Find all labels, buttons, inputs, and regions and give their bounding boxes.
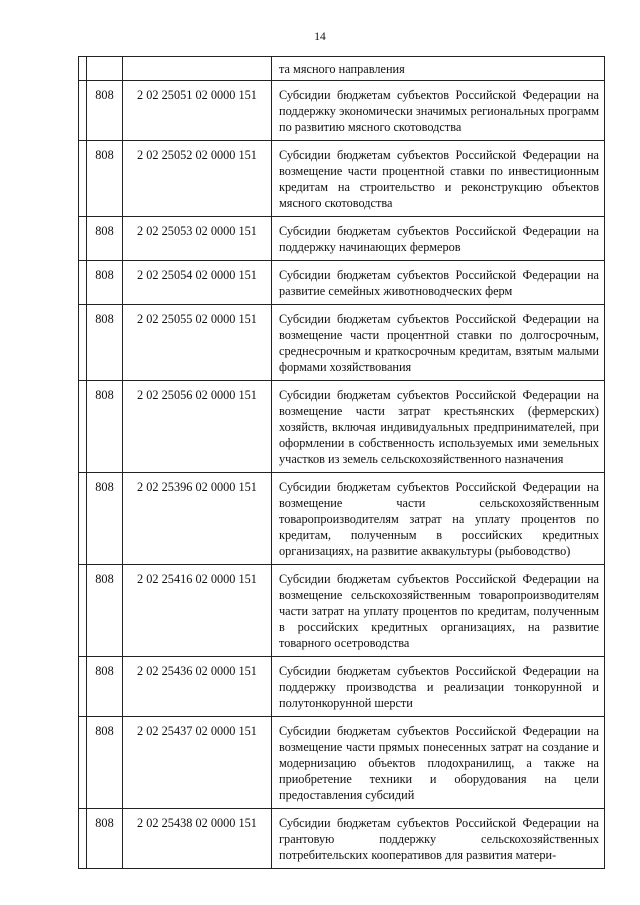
admin-code-cell: 808 — [87, 81, 123, 141]
admin-code-cell: 808 — [87, 657, 123, 717]
admin-code-cell — [87, 57, 123, 81]
table-row — [79, 305, 605, 381]
description-cell: Субсидии бюджетам субъектов Российской Федерации на возмещение части процентной ставки по долгосрочным, среднесрочным и краткосрочным кредитам, взятым малыми формами хозяйствования — [272, 305, 605, 381]
table-row — [79, 141, 605, 217]
empty-cell — [79, 657, 87, 717]
description-cell: Субсидии бюджетам субъектов Российской Федерации на развитие семейных животноводческих ферм — [272, 261, 605, 305]
table-row — [79, 809, 605, 869]
empty-cell — [79, 81, 87, 141]
admin-code-cell: 808 — [87, 565, 123, 657]
admin-code-cell: 808 — [87, 261, 123, 305]
admin-code-cell: 808 — [87, 473, 123, 565]
empty-cell — [79, 809, 87, 869]
empty-cell — [79, 217, 87, 261]
description-cell: Субсидии бюджетам субъектов Российской Федерации на возмещение части прямых понесенных затрат на создание и модернизацию объектов плодохранилищ, а также на приобретение техники и оборудования на цели предоставления субсидий — [272, 717, 605, 809]
table-row — [79, 261, 605, 305]
admin-code-cell: 808 — [87, 717, 123, 809]
empty-cell — [79, 261, 87, 305]
table-row — [79, 657, 605, 717]
empty-cell — [79, 717, 87, 809]
document-table-wrap — [78, 56, 605, 869]
admin-code-cell: 808 — [87, 809, 123, 869]
empty-cell — [79, 305, 87, 381]
budget-code-cell: 2 02 25437 02 0000 151 — [123, 717, 272, 809]
description-cell: та мясного направления — [272, 57, 605, 81]
table-row — [79, 217, 605, 261]
budget-code-cell: 2 02 25051 02 0000 151 — [123, 81, 272, 141]
table-row — [79, 381, 605, 473]
table-row — [79, 565, 605, 657]
admin-code-cell: 808 — [87, 217, 123, 261]
budget-code-cell — [123, 57, 272, 81]
budget-code-cell: 2 02 25054 02 0000 151 — [123, 261, 272, 305]
table-row — [79, 57, 605, 81]
admin-code-cell: 808 — [87, 305, 123, 381]
empty-cell — [79, 57, 87, 81]
admin-code-cell: 808 — [87, 141, 123, 217]
table-row — [79, 81, 605, 141]
empty-cell — [79, 565, 87, 657]
table-body — [79, 57, 605, 869]
budget-code-cell: 2 02 25055 02 0000 151 — [123, 305, 272, 381]
empty-cell — [79, 473, 87, 565]
description-cell: Субсидии бюджетам субъектов Российской Федерации на грантовую поддержку сельскохозяйственных потребительских кооперативов для развития матери- — [272, 809, 605, 869]
description-cell: Субсидии бюджетам субъектов Российской Федерации на возмещение части затрат крестьянских (фермерских) хозяйств, включая индивидуальных предпринимателей, при оформлении в собственность используемых ими земельных участков из земель сельскохозяйственного назначения — [272, 381, 605, 473]
empty-cell — [79, 381, 87, 473]
budget-code-cell: 2 02 25436 02 0000 151 — [123, 657, 272, 717]
description-cell: Субсидии бюджетам субъектов Российской Федерации на поддержку экономически значимых региональных программ по развитию мясного скотоводства — [272, 81, 605, 141]
budget-code-cell: 2 02 25053 02 0000 151 — [123, 217, 272, 261]
description-cell: Субсидии бюджетам субъектов Российской Федерации на возмещение части сельскохозяйственным товаропроизводителям затрат на уплату процентов по кредитам, полученным в российских кредитных организациях, на развитие аквакультуры (рыбоводство) — [272, 473, 605, 565]
description-cell: Субсидии бюджетам субъектов Российской Федерации на поддержку начинающих фермеров — [272, 217, 605, 261]
budget-code-cell: 2 02 25416 02 0000 151 — [123, 565, 272, 657]
admin-code-cell: 808 — [87, 381, 123, 473]
budget-code-cell: 2 02 25438 02 0000 151 — [123, 809, 272, 869]
table-row — [79, 473, 605, 565]
description-cell: Субсидии бюджетам субъектов Российской Федерации на возмещение части процентной ставки по инвестиционным кредитам на строительство и реконструкцию объектов мясного скотоводства — [272, 141, 605, 217]
budget-code-cell: 2 02 25056 02 0000 151 — [123, 381, 272, 473]
description-cell: Субсидии бюджетам субъектов Российской Федерации на возмещение сельскохозяйственным товаропроизводителям части затрат на уплату процентов по кредитам, полученным в российских кредитных организациях, на развитие товарного осетроводства — [272, 565, 605, 657]
budget-code-cell: 2 02 25396 02 0000 151 — [123, 473, 272, 565]
description-cell: Субсидии бюджетам субъектов Российской Федерации на поддержку производства и реализации тонкорунной и полутонкорунной шерсти — [272, 657, 605, 717]
revenue-codes-table — [78, 56, 605, 869]
empty-cell — [79, 141, 87, 217]
page-number: 14 — [314, 31, 326, 43]
budget-code-cell: 2 02 25052 02 0000 151 — [123, 141, 272, 217]
table-row — [79, 717, 605, 809]
